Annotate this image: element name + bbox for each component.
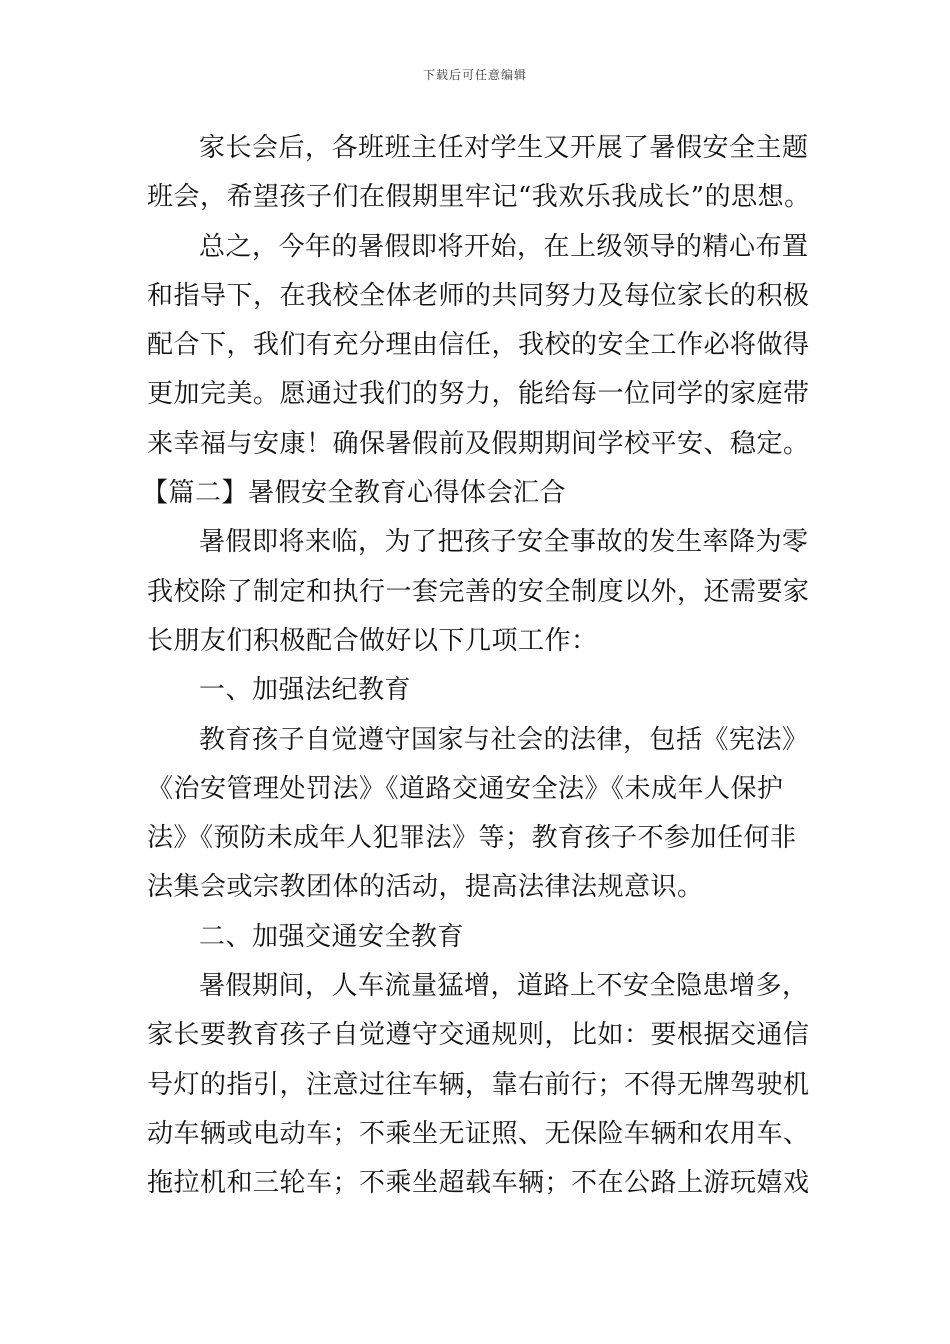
text-line: 暑假即将来临，为了把孩子安全事故的发生率降为零 [199,527,809,558]
document-body [142,124,811,1209]
text-line: 配合下，我们有充分理由信任，我校的安全工作必将做得 [147,330,810,361]
text-line: 《治安管理处罚法》《道路交通安全法》《未成年人保护 [147,773,784,804]
text-line: 动车辆或电动车；不乘坐无证照、无保险车辆和农用车、 [147,1118,810,1149]
text-line: 长朋友们积极配合做好以下几项工作： [147,625,598,656]
text-line: 和指导下，在我校全体老师的共同努力及每位家长的积极 [147,280,810,311]
text-line: 法集会或宗教团体的活动，提高法律法规意识。 [147,872,704,903]
subheading-line: 二、加强交通安全教育 [199,921,465,952]
text-line: 教育孩子自觉遵守国家与社会的法律，包括《宪法》 [199,724,809,755]
page-header: 下载后可任意编辑 [422,68,527,82]
text-line: 家长要教育孩子自觉遵守交通规则，比如：要根据交通信 [147,1020,810,1051]
text-line: 总之，今年的暑假即将开始，在上级领导的精心布置 [199,231,809,262]
text-line: 家长会后，各班班主任对学生又开展了暑假安全主题 [199,133,809,163]
text-line: 我校除了制定和执行一套完善的安全制度以外，还需要家 [147,576,810,607]
text-line: 来幸福与安康！确保暑假前及假期期间学校平安、稳定。 [147,428,810,459]
text-line: 暑假期间，人车流量猛增，道路上不安全隐患增多， [199,971,809,1002]
subheading-line: 一、加强法纪教育 [199,675,412,706]
text-line: 拖拉机和三轮车；不乘坐超载车辆；不在公路上游玩嬉戏 [147,1168,810,1199]
text-line: 更加完美。愿通过我们的努力，能给每一位同学的家庭带 [147,379,810,410]
text-line: 号灯的指引，注意过往车辆，靠右前行；不得无牌驾驶机 [147,1069,810,1100]
text-line: 班会，希望孩子们在假期里牢记“我欢乐我成长”的思想。 [147,182,811,213]
text-line: 法》《预防未成年人犯罪法》等；教育孩子不参加任何非 [147,823,797,854]
section-heading: 【篇二】暑假安全教育心得体会汇合 [142,478,567,509]
